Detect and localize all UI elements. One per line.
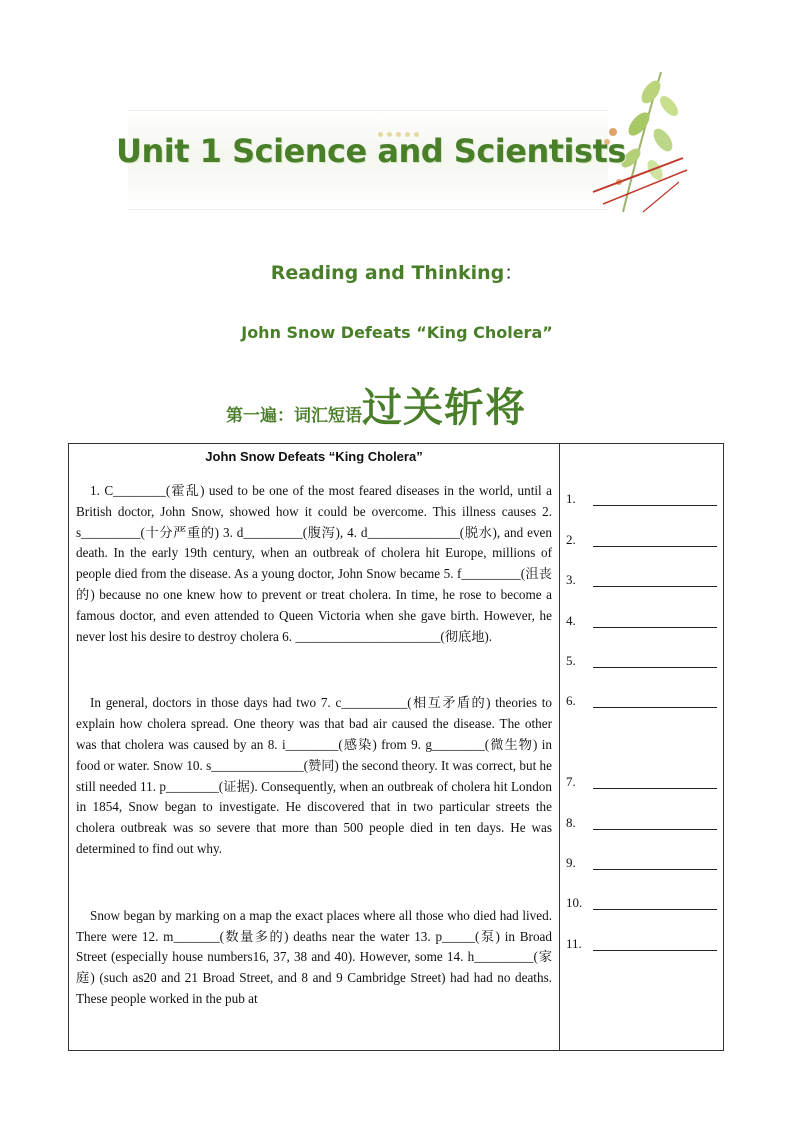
- article-title: John Snow Defeats “King Cholera”: [241, 323, 553, 342]
- passage-paragraph-1: 1. C________(霍乱) used to be one of the most feared diseases in the world, until a British doctor, John Snow, showed how it could be overcome. This illness causes 2. s_________(十分严重的) 3. d_________(腹泻), 4. d______________(脱水), and even death. In the early 19th century, when an outbreak of cholera hit Europe, millions of people died from the disease. As a young doctor, John Snow became 5. f_________(沮丧的) because no one knew how to prevent or treat cholera. In time, he rose to become a famous doctor, and even attended to Queen Victoria when she gave birth. However, he never lost his desire to destroy cholera 6. ______________________(彻底地).: [76, 483, 552, 644]
- passage-paragraph-2: In general, doctors in those days had two 7. c__________(相互矛盾的) theories to explain how cholera spread. One theory was that bad air caused the disease. The other was that cholera was caused by an 8. i________(感染) from 9. g________(微生物) in food or water. Snow 10. s______________(赞同) the second theory. It was correct, but he still needed 11. p________(证据). Consequently, when an outbreak of cholera hit London in 1854, Snow began to investigate. He discovered that in two particular streets the cholera outbreak was so severe that more than 500 people died in ten days. He was determined to find out why.: [76, 695, 552, 856]
- answer-number: 6.: [566, 693, 576, 708]
- answer-line: [593, 788, 717, 789]
- answer-number: 1.: [566, 491, 576, 506]
- answer-number: 11.: [566, 936, 582, 951]
- section-heading-text: Reading and Thinking: [270, 262, 505, 284]
- answer-line: [593, 627, 717, 628]
- answer-line: [593, 667, 717, 668]
- exercise-table: [68, 443, 724, 1051]
- answer-line: [593, 909, 717, 910]
- answer-line: [593, 586, 717, 587]
- answer-line: [593, 707, 717, 708]
- answer-line: [593, 505, 717, 506]
- round-heading-big: 过关斩将: [362, 385, 526, 431]
- unit-banner: [116, 98, 680, 210]
- banner-title: Unit 1 Science and Scientists: [116, 132, 626, 170]
- answer-line: [593, 829, 717, 830]
- round-heading: [226, 376, 526, 433]
- answer-line: [593, 950, 717, 951]
- section-heading: [0, 258, 794, 285]
- answer-number: 10.: [566, 895, 583, 910]
- passage-paragraph-3: Snow began by marking on a map the exact places where all those who died had lived. There were 12. m_______(数量多的) deaths near the water 13. p_____(泵) in Broad Street (especially house numbers16, 37, 38 and 40). However, some 14. h_________(家庭) (such as20 and 21 Broad Street, and 8 and 9 Cambridge Street) had had no deaths. These people worked in the pub at: [76, 907, 552, 1006]
- answer-number: 8.: [566, 815, 576, 830]
- passage-column: [76, 444, 552, 1010]
- answer-number: 9.: [566, 855, 576, 870]
- answer-number: 4.: [566, 613, 576, 628]
- round-heading-small: 第一遍：词汇短语: [226, 406, 362, 426]
- answer-number: 5.: [566, 653, 576, 668]
- answer-number: 2.: [566, 532, 576, 547]
- column-divider: [559, 444, 560, 1050]
- section-heading-colon: ：: [504, 262, 524, 284]
- passage-title: John Snow Defeats “King Cholera”: [205, 449, 423, 464]
- answer-number: 7.: [566, 774, 576, 789]
- answer-line: [593, 546, 717, 547]
- answer-line: [593, 869, 717, 870]
- answer-number: 3.: [566, 572, 576, 587]
